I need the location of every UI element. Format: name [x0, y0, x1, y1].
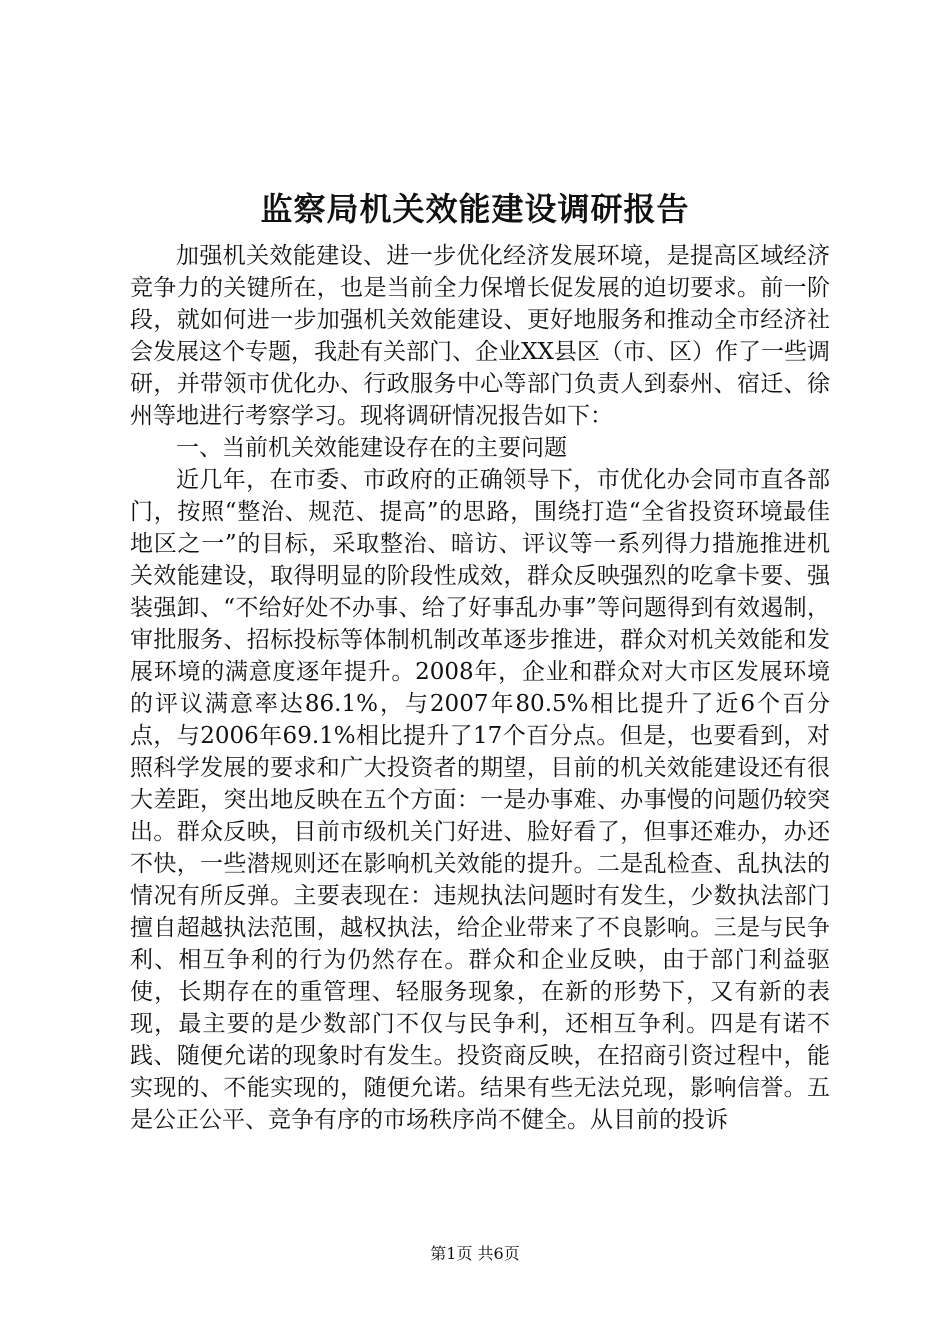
section-heading: 一、当前机关效能建设存在的主要问题 [176, 435, 567, 461]
page-footer: 第1页 共6页 [430, 1244, 520, 1263]
document-title: 监察局机关效能建设调研报告 [260, 190, 690, 228]
body-paragraph: 近几年，在市委、市政府的正确领导下，市优化办会同市直各部门，按照“整治、规范、提高”的思路，围绕打造“全省投资环境最佳地区之一”的目标，采取整治、暗访、评议等一系列得力措施推进机关效能建设，取得明显的阶段性成效，群众反映强烈的吃拿卡要、强装强卸、“不给好处不办事、给了好事乱办事”等问题得到有效遏制，审批服务、招标投标等体制机制改革逐步推进，群众对机关效能和发展环境的满意度逐年提升。2008年，企业和群众对大市区发展环境的评议满意率达86.1%，与2007年80.5%相比提升了近6个百分点，与2006年69.1%相比提升了17个百分点。但是，也要看到，对照科学发展的要求和广大投资者的期望，目前的机关效能建设还有很大差距，突出地反映在五个方面：一是办事难、办事慢的问题仍较突出。群众反映，目前市级机关门好进、脸好看了，但事还难办，办还不快，一些潜规则还在影响机关效能的提升。二是乱检查、乱执法的情况有所反弹。主要表现在：违规执法问题时有发生，少数执法部门擅自超越执法范围，越权执法，给企业带来了不良影响。三是与民争利、相互争利的行为仍然存在。群众和企业反映，由于部门利益驱使，长期存在的重管理、轻服务现象，在新的形势下，又有新的表现，最主要的是少数部门不仅与民争利，还相互争利。四是有诺不践、随便允诺的现象时有发生。投资商反映，在招商引资过程中，能实现的、不能实现的，随便允诺。结果有些无法兑现，影响信誉。五是公正公平、竞争有序的市场秩序尚不健全。从目前的投诉 [130, 467, 830, 1133]
intro-paragraph: 加强机关效能建设、进一步优化经济发展环境，是提高区域经济竞争力的关键所在，也是当前全力保增长促发展的迫切要求。前一阶段，就如何进一步加强机关效能建设、更好地服务和推动全市经济社会发展这个专题，我赴有关部门、企业XX县区（市、区）作了一些调研，并带领市优化办、行政服务中心等部门负责人到泰州、宿迁、徐州等地进行考察学习。现将调研情况报告如下： [130, 243, 830, 429]
document-body [130, 240, 830, 1136]
